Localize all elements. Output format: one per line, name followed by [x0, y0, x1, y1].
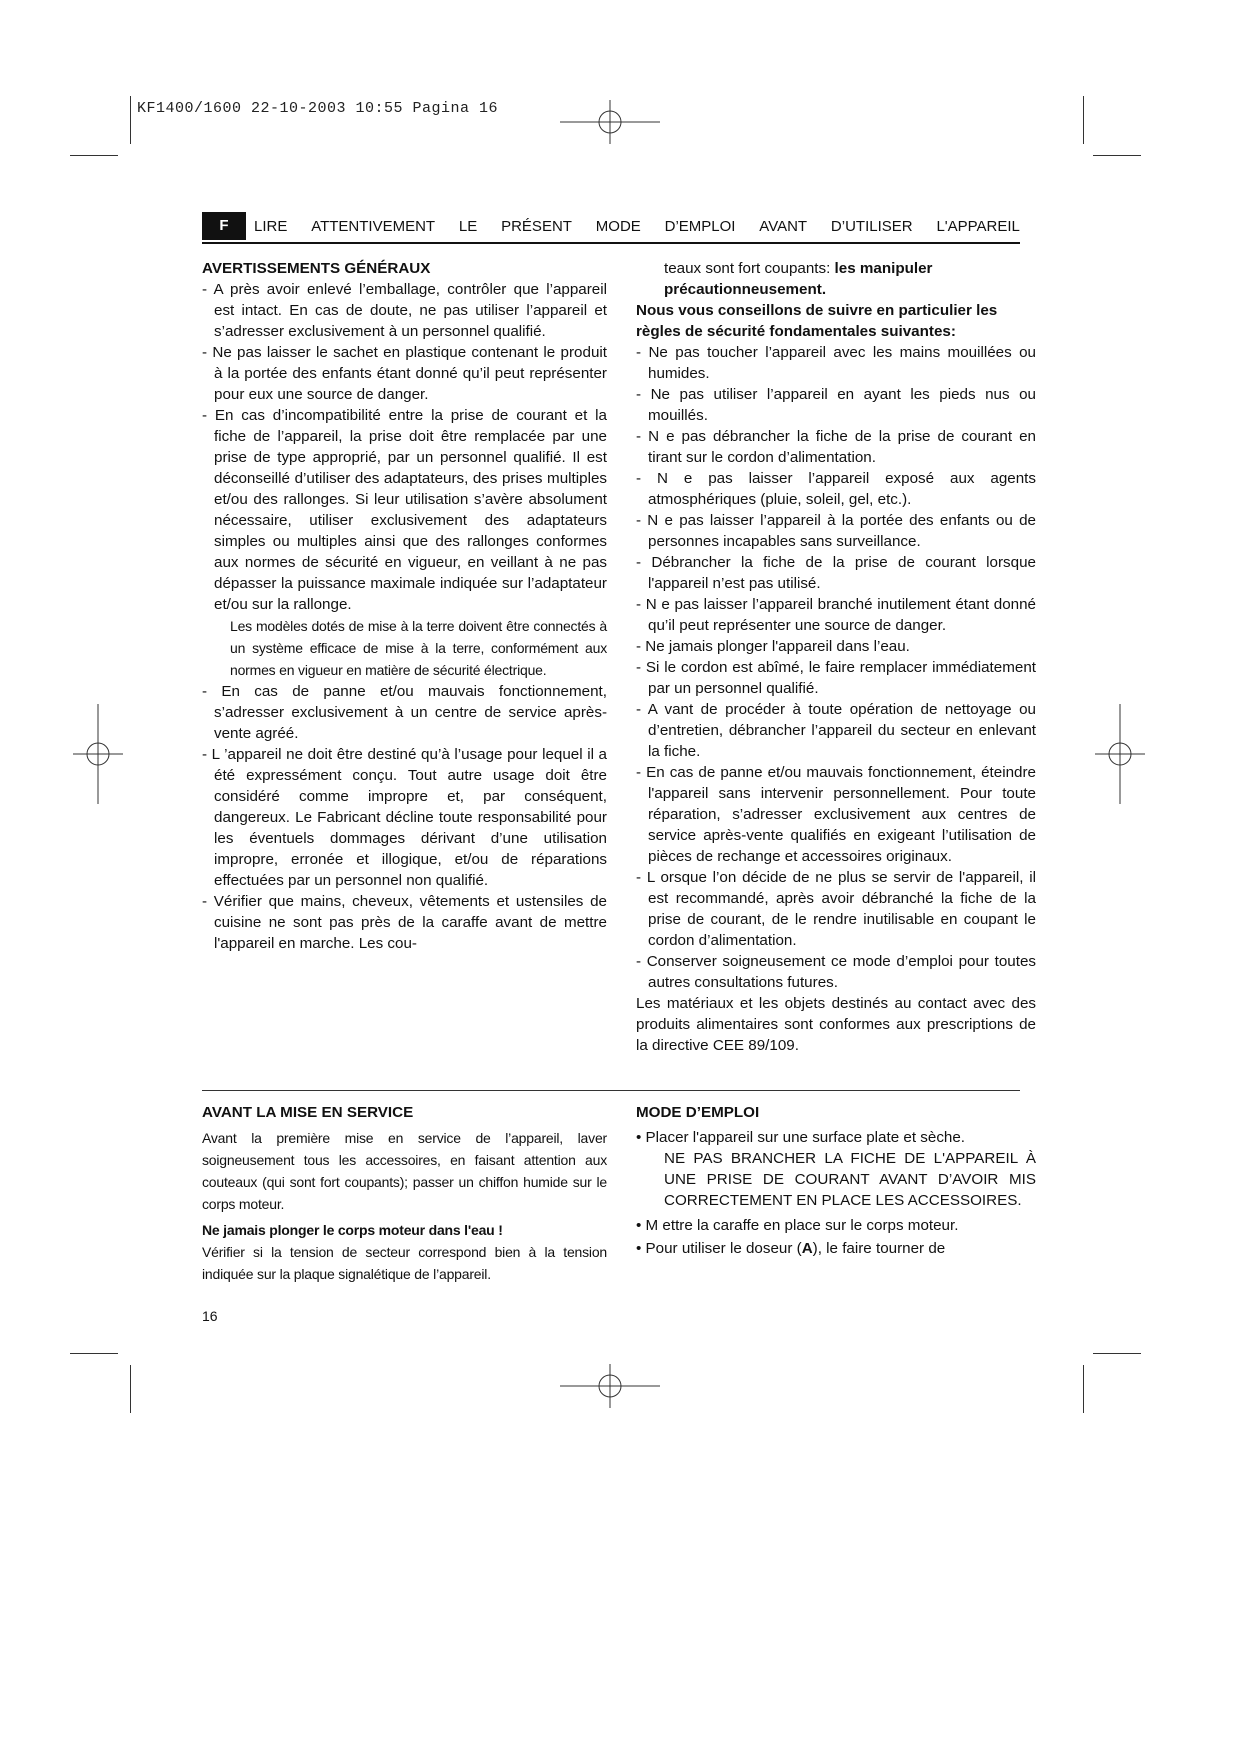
continued-text-normal: teaux sont fort coupants:	[664, 260, 835, 277]
crop-mark	[130, 96, 131, 144]
list-item: - L orsque l’on décide de ne plus se servir de l'appareil, il est recommandé, après avoir débranché la fiche de la prise de courant, de le rendre inutilisable en coupant le cordon d’alimentation.	[636, 869, 1036, 949]
list-item-text: • Pour utiliser le doseur (	[636, 1240, 802, 1257]
list-item: - Ne pas laisser le sachet en plastique contenant le produit à la portée des enfants étant donné qu’il peut représenter pour eux une source de danger.	[202, 344, 607, 403]
registration-mark-icon	[1095, 704, 1145, 804]
crop-mark	[130, 1365, 131, 1413]
materials-note: Les matériaux et les objets destinés au contact avec des produits alimentaires sont conformes aux prescriptions de la directive CEE 89/109.	[636, 995, 1036, 1054]
list-item: - Si le cordon est abîmé, le faire remplacer immédiatement par un personnel qualifié.	[636, 659, 1036, 697]
safety-rules-column	[636, 258, 1036, 1056]
list-item: - Débrancher la fiche de la prise de courant lorsque l'appareil n’est pas utilisé.	[636, 554, 1036, 592]
list-item: - A près avoir enlevé l’emballage, contrôler que l’appareil est intact. En cas de doute, ne pas utiliser l’appareil et s’adresser exclusivement à un personnel qualifié.	[202, 281, 607, 340]
list-item: - N e pas débrancher la fiche de la prise de courant en tirant sur le cordon d’alimentation.	[636, 428, 1036, 466]
list-item: - En cas d’incompatibilité entre la prise de courant et la fiche de l’appareil, la prise doit être remplacée par une prise de type approprié, par un personnel qualifié. Il est déconseillé d’utiliser des adaptateurs, des prises multiples et/ou des rallonges. Si leur utilisation s’avère absolument nécessaire, utiliser exclusivement des adaptateurs simples ou multiples ainsi que des rallonges conformes aux normes de sécurité en vigueur, en veillant à ne pas dépasser la puissance maximale indiquée sur l’adaptateur et/ou sur la rallonge.	[202, 407, 607, 613]
advice-heading: Nous vous conseillons de suivre en particulier les règles de sécurité fondamentales suivantes:	[636, 302, 998, 340]
warning-bold: Ne jamais plonger le corps moteur dans l'eau !	[202, 1222, 503, 1238]
section-divider	[202, 1090, 1020, 1091]
header-word: MODE	[595, 217, 641, 235]
before-use-column	[202, 1102, 607, 1285]
registration-mark-icon	[73, 704, 123, 804]
paragraph: Avant la première mise en service de l’appareil, laver soigneusement tous les accessoires, en faisant attention aux couteaux (qui sont fort coupants); passer un chiffon humide sur le corps moteur.	[202, 1130, 607, 1212]
header-bar	[202, 212, 1020, 244]
general-warnings-column	[202, 258, 607, 954]
header-word: PRÉSENT	[501, 217, 572, 235]
list-item: - Conserver soigneusement ce mode d’emploi pour toutes autres consultations futures.	[636, 953, 1036, 991]
list-item-text: ), le faire tourner de	[812, 1240, 946, 1257]
page-number: 16	[202, 1308, 218, 1324]
list-item: - Vérifier que mains, cheveux, vêtements et ustensiles de cuisine ne sont pas près de la caraffe avant de mettre l'appareil en marche. Les cou-	[202, 893, 607, 952]
crop-mark	[1093, 1353, 1141, 1354]
list-item: - Ne jamais plonger l'appareil dans l’eau.	[636, 638, 910, 655]
crop-mark	[70, 155, 118, 156]
list-item: - N e pas laisser l’appareil à la portée des enfants ou de personnes incapables sans surveillance.	[636, 512, 1036, 550]
header-word: ATTENTIVEMENT	[311, 217, 436, 235]
earth-note: Les modèles dotés de mise à la terre doivent être connectés à un système efficace de mise à la terre, conformément aux normes en vigueur en matière de sécurité électrique.	[230, 618, 607, 678]
list-item: - Ne pas utiliser l’appareil en ayant les pieds nus ou mouillés.	[636, 386, 1036, 424]
print-info: KF1400/1600 22-10-2003 10:55 Pagina 16	[137, 100, 499, 117]
section-title: AVERTISSEMENTS GÉNÉRAUX	[202, 260, 431, 277]
header-word: L'APPAREIL	[936, 217, 1020, 235]
list-item: - A vant de procéder à toute opération de nettoyage ou d’entretien, débrancher l’appareil du secteur en enlevant la fiche.	[636, 701, 1036, 760]
section-title: MODE D’EMPLOI	[636, 1104, 760, 1121]
list-item	[636, 1238, 1036, 1259]
list-item: - En cas de panne et/ou mauvais fonctionnement, s’adresser exclusivement à un centre de service après-vente agréé.	[202, 683, 607, 742]
header-word: LE	[458, 217, 478, 235]
header-title	[254, 212, 1020, 240]
doser-label: A	[801, 1240, 813, 1257]
header-word: D’UTILISER	[830, 217, 913, 235]
crop-mark	[1093, 155, 1141, 156]
list-item: - Ne pas toucher l’appareil avec les mains mouillées ou humides.	[636, 344, 1036, 382]
list-item: - N e pas laisser l’appareil exposé aux agents atmosphériques (pluie, soleil, gel, etc.).	[636, 470, 1036, 508]
list-item: • M ettre la caraffe en place sur le corps moteur.	[636, 1217, 959, 1234]
paragraph: Vérifier si la tension de secteur correspond bien à la tension indiquée sur la plaque signalétique de l’appareil.	[202, 1244, 607, 1282]
registration-mark-icon	[560, 100, 660, 144]
continued-text-bold: les manipuler précautionneusement.	[664, 260, 933, 298]
list-item: • Placer l'appareil sur une surface plate et sèche.	[636, 1129, 966, 1146]
header-word: D’EMPLOI	[664, 217, 736, 235]
language-tab: F	[202, 212, 246, 240]
list-item: - L ’appareil ne doit être destiné qu’à l’usage pour lequel il a été expressément conçu. Tout autre usage doit être considéré comme impropre et, par conséquent, dangereux. Le Fabricant décline toute responsabilité pour les éventuels dommages dérivant d’une utilisation impropre, erronée et illogique, et/ou de réparations effectuées par un personnel non qualifié.	[202, 746, 607, 889]
header-word: LIRE	[254, 217, 288, 235]
crop-mark	[1083, 1365, 1084, 1413]
crop-mark	[70, 1353, 118, 1354]
section-title: AVANT LA MISE EN SERVICE	[202, 1104, 414, 1121]
header-word: AVANT	[759, 217, 808, 235]
continued-text	[636, 258, 1036, 300]
crop-mark	[1083, 96, 1084, 144]
caps-warning: NE PAS BRANCHER LA FICHE DE L'APPAREIL À UNE PRISE DE COURANT AVANT D’AVOIR MIS CORRECTEMENT EN PLACE LES ACCESSOIRES.	[664, 1150, 1036, 1209]
instructions-column	[636, 1102, 1036, 1259]
list-item: - N e pas laisser l’appareil branché inutilement étant donné qu’il peut représenter une source de danger.	[636, 596, 1036, 634]
registration-mark-icon	[560, 1364, 660, 1408]
list-item: - En cas de panne et/ou mauvais fonctionnement, éteindre l'appareil sans intervenir personnellement. Pour toute réparation, s’adresser exclusivement aux centres de service après-vente qualifiés en exigeant l’utilisation de pièces de rechange et accessoires originaux.	[636, 764, 1036, 865]
